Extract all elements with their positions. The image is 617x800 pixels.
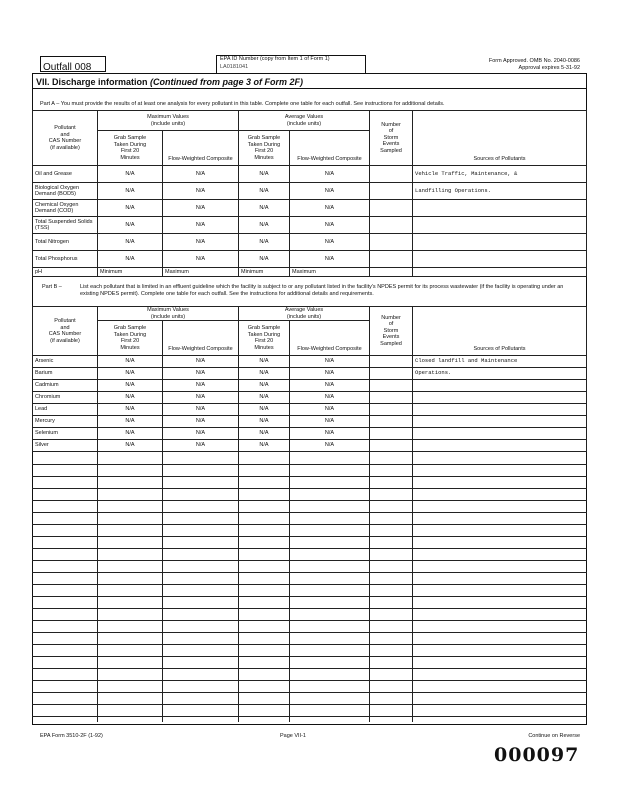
table-row: Lead N/A N/A N/A N/A bbox=[33, 404, 587, 416]
bates-stamp: 000097 bbox=[494, 744, 580, 766]
blank-row-line bbox=[32, 704, 587, 705]
blank-row-line bbox=[32, 644, 587, 645]
page-number: Page VII-1 bbox=[280, 733, 306, 739]
blank-row-line bbox=[32, 572, 587, 573]
part-b-instruction: List each pollutant that is limited in an effluent guideline which the facility is subject to or any pollutant listed in the facility's NPDES permit for its process wastewater (if the facility is operating under an existing NPDES permit). Complete one table for each outfall. See the instructions for additional details and requirements. bbox=[80, 284, 564, 297]
epa-id-value: LA0181041 bbox=[220, 64, 249, 70]
blank-column-line bbox=[369, 452, 370, 722]
section-title: VII. Discharge information (Continued from page 3 of Form 2F) bbox=[36, 77, 304, 87]
epa-id-label: EPA ID Number (copy from Item 1 of Form 1) bbox=[220, 56, 330, 62]
sources-header: Sources of Pollutants bbox=[413, 111, 587, 166]
form-approved: Form Approved. OMB No. 2040-0086 bbox=[488, 58, 580, 64]
blank-row-line bbox=[32, 512, 587, 513]
continue-note: Continue on Reverse bbox=[528, 733, 580, 739]
storm-events-header-b: Number of Storm Events Sampled bbox=[370, 307, 413, 356]
form-number: EPA Form 3510-2F (1-92) bbox=[40, 733, 103, 739]
table-row: Biological Oxygen Demand (BOD5) N/A N/A N/A N/A Landfilling Operations. bbox=[33, 183, 587, 200]
blank-row-line bbox=[32, 500, 587, 501]
part-a-table bbox=[32, 110, 587, 277]
storm-events-header: Number of Storm Events Sampled bbox=[370, 111, 413, 166]
blank-row-line bbox=[32, 560, 587, 561]
table-row: Total Suspended Solids (TSS) N/A N/A N/A N/A bbox=[33, 217, 587, 234]
blank-row-line bbox=[32, 608, 587, 609]
blank-row-line bbox=[32, 476, 587, 477]
blank-column-line bbox=[238, 452, 239, 722]
blank-row-line bbox=[32, 488, 587, 489]
table-row: Oil and Grease N/A N/A N/A N/A Vehicle Traffic, Maintenance, & bbox=[33, 166, 587, 183]
blank-row-line bbox=[32, 620, 587, 621]
blank-row-line bbox=[32, 524, 587, 525]
blank-column-line bbox=[97, 452, 98, 722]
table-row: Total Nitrogen N/A N/A N/A N/A bbox=[33, 234, 587, 251]
blank-row-line bbox=[32, 584, 587, 585]
grab-sample-avg-header: Grab Sample Taken During First 20 Minutes bbox=[239, 131, 290, 166]
blank-row-line bbox=[32, 668, 587, 669]
table-row: Cadmium N/A N/A N/A N/A bbox=[33, 380, 587, 392]
blank-row-line bbox=[32, 632, 587, 633]
table-row: Arsenic N/A N/A N/A N/A Closed landfill and Maintenance bbox=[33, 356, 587, 368]
table-row: Chemical Oxygen Demand (COD) N/A N/A N/A N/A bbox=[33, 200, 587, 217]
blank-row-line bbox=[32, 680, 587, 681]
flow-weighted-avg-header-b: Flow-Weighted Composite bbox=[290, 321, 370, 356]
blank-row-line bbox=[32, 548, 587, 549]
table-row: Total Phosphorus N/A N/A N/A N/A bbox=[33, 251, 587, 268]
table-row: Chromium N/A N/A N/A N/A bbox=[33, 392, 587, 404]
ph-row: pH Minimum Maximum Minimum Maximum bbox=[33, 268, 587, 277]
part-b-table bbox=[32, 306, 587, 452]
grab-sample-avg-header-b: Grab Sample Taken During First 20 Minutes bbox=[239, 321, 290, 356]
blank-row-line bbox=[32, 716, 587, 717]
grab-sample-header-b: Grab Sample Taken During First 20 Minutes bbox=[98, 321, 163, 356]
table-row: Barium N/A N/A N/A N/A Operations. bbox=[33, 368, 587, 380]
blank-column-line bbox=[162, 452, 163, 722]
outfall-box bbox=[40, 56, 106, 72]
blank-row-line bbox=[32, 464, 587, 465]
blank-column-line bbox=[412, 452, 413, 722]
sources-header-b: Sources of Pollutants bbox=[413, 307, 587, 356]
blank-row-line bbox=[32, 656, 587, 657]
table-row: Mercury N/A N/A N/A N/A bbox=[33, 416, 587, 428]
flow-weighted-avg-header: Flow-Weighted Composite bbox=[290, 131, 370, 166]
avg-values-header: Average Values (include units) bbox=[239, 111, 370, 131]
table-row: Silver N/A N/A N/A N/A bbox=[33, 440, 587, 452]
table-row: Selenium N/A N/A N/A N/A bbox=[33, 428, 587, 440]
flow-weighted-header: Flow-Weighted Composite bbox=[163, 131, 239, 166]
epa-id-box bbox=[216, 55, 366, 74]
pollutant-header-b: Pollutant and CAS Number (if available) bbox=[33, 307, 98, 356]
max-values-header: Maximum Values (include units) bbox=[98, 111, 239, 131]
blank-column-line bbox=[289, 452, 290, 722]
avg-values-header-b: Average Values (include units) bbox=[239, 307, 370, 321]
title-divider bbox=[32, 88, 586, 89]
part-b-label: Part B – bbox=[42, 284, 62, 290]
approval-expires: Approval expires 5-31-92 bbox=[518, 65, 580, 71]
outfall-label: Outfall 008 bbox=[43, 62, 92, 73]
blank-row-line bbox=[32, 692, 587, 693]
max-values-header-b: Maximum Values (include units) bbox=[98, 307, 239, 321]
blank-row-line bbox=[32, 536, 587, 537]
blank-row-line bbox=[32, 596, 587, 597]
flow-weighted-header-b: Flow-Weighted Composite bbox=[163, 321, 239, 356]
pollutant-header: Pollutant and CAS Number (if available) bbox=[33, 111, 98, 166]
part-a-instruction: Part A – You must provide the results of at least one analysis for every pollutant in this table. Complete one table for each outfall. See instructions for additional details. bbox=[40, 101, 445, 107]
grab-sample-header: Grab Sample Taken During First 20 Minutes bbox=[98, 131, 163, 166]
